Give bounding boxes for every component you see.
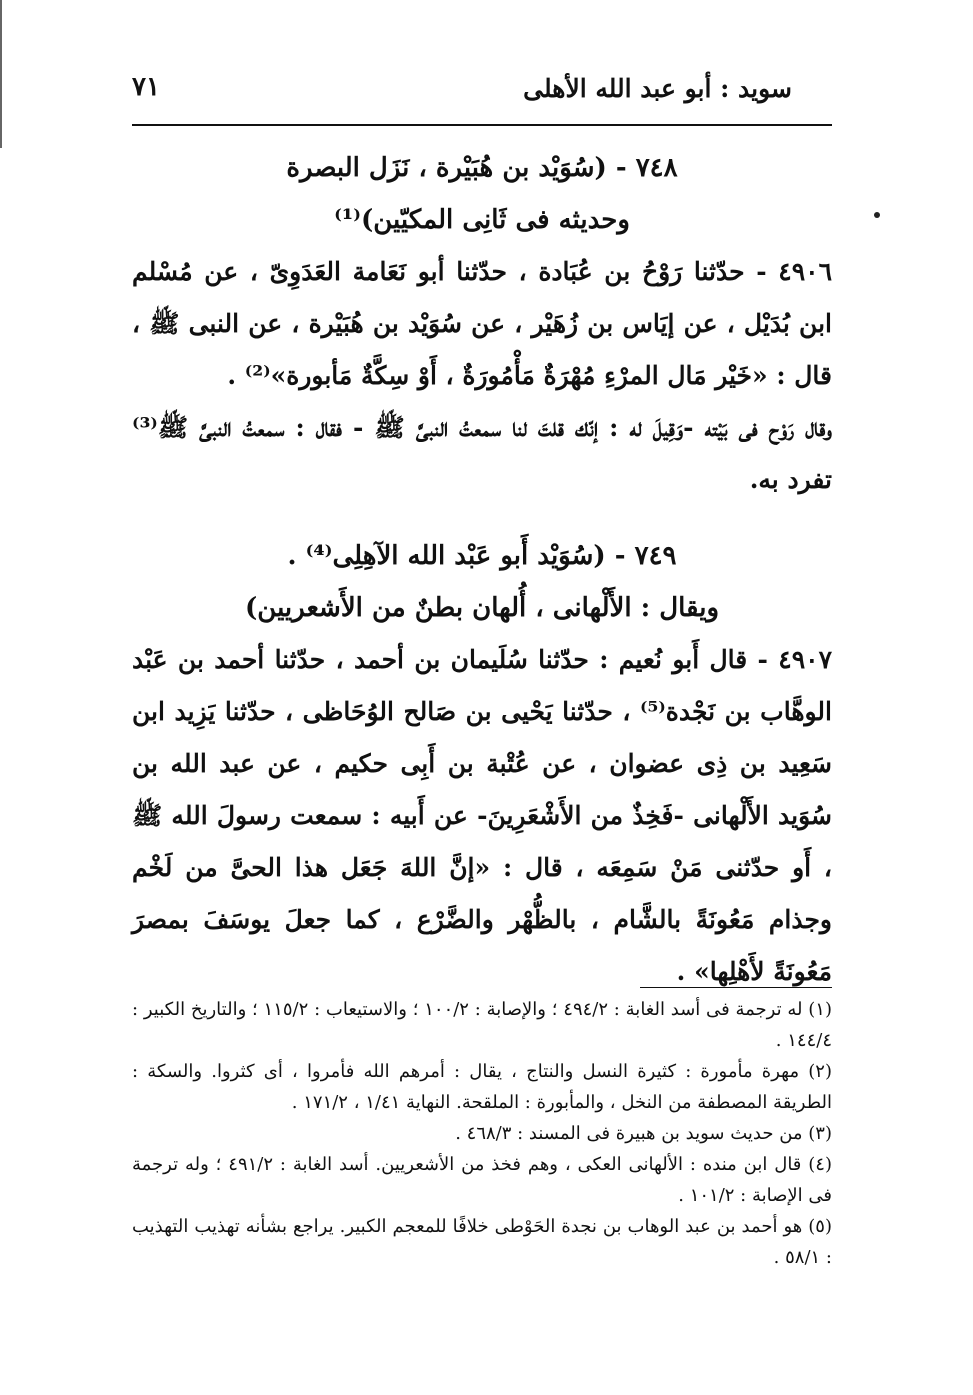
entry-subheading: وحديثه فى ثَانِى المكيّين)⁽¹⁾ bbox=[334, 205, 630, 235]
footnote: (١) له ترجمة فى أسد الغابة : ٤٩٤/٢ ؛ والإصابة : ١٠٠/٢ ؛ والاستيعاب : ١١٥/٢ ؛ والتاريخ الكبير : ١٤٤/٤ . bbox=[132, 999, 832, 1051]
header-rule bbox=[132, 124, 832, 126]
footnote: (٥) هو أحمد بن عبد الوهاب بن نجدة الحَوْطى خلافًا للمعجم الكبير. يراجع بشأنه تهذيب التهذيب : ٥٨/١ . bbox=[132, 1216, 832, 1268]
hadith-paragraph: ٤٩٠٧ - قال أَبو نُعيم : حدّثنا سُلَيمان بن أحمد ، حدّثنا أحمد بن عَبْد الوهَّاب بن نَجْدة⁽⁵⁾ ، حدّثنا يَحْيى بن صَالح الوُحَاظى ، حدّثنا يَزِيد ابن سَعِيد بن ذِى عضوان ، عن عُتْبة بن أَبِى حكيم ، عن عبد الله بن سُوَيد الأَلْهانى -فَخِذٌ من الأَشْعَرِينَ- عن أَبيه : سمعت رسولَ الله ﷺ ، أَو حدّثنى مَنْ سَمِعَه ، قال : «إنَّ اللهَ جَعَل هذا الحىَّ من لَخْم وجذام مَعُونَةً بالشَّام ، بالظُّهْر والضَّرْع ، كما جعلَ يوسَفَ بمصرَ مَعُونَةً لأَهْلِها» . bbox=[132, 645, 832, 986]
main-text bbox=[132, 142, 832, 998]
margin-dot bbox=[874, 212, 880, 218]
entry-748 bbox=[132, 142, 832, 506]
footnotes bbox=[132, 994, 832, 1273]
section-gap bbox=[132, 506, 832, 530]
entry-heading: ٧٤٨ - (سُوَيْد بن هُبَيْرة ، نَزَل البصرة bbox=[286, 153, 678, 183]
footnote-rule bbox=[640, 987, 832, 988]
footnote: (٣) من حديث سويد بن هبيرة فى المسند : ٤٦٨/٣ . bbox=[455, 1123, 832, 1144]
entry-subheading: ويقال : الأَلْهانى ، أُلهان بطنٌ من الأَشعريين) bbox=[244, 593, 720, 623]
binding-edge-line bbox=[0, 0, 2, 148]
footnote: (٤) قال ابن منده : الألهانى العكى ، وهم فخذ من الأشعريين. أسد الغابة : ٤٩١/٢ ؛ وله ترجمة فى الإصابة : ١٠١/٢ . bbox=[132, 1154, 832, 1206]
hadith-paragraph: ٤٩٠٦ - حدّثنا رَوْحُ بن عُبَادة ، حدّثنا أبو نَعَامة العَدَوِىّ ، عن مُسْلم ابن بُدَيْل ، عن إيَاس بن زُهَيْر ، عن سُوَيْد بن هُبَيْرة ، عن النبى ﷺ ، قال : «خَيْر مَال المرْءِ مُهْرَةٌ مَأْمُورَةٌ ، أَوْ سِكَّةٌ مَأبورة»⁽²⁾ . bbox=[132, 257, 832, 390]
running-header bbox=[132, 70, 832, 120]
hadith-paragraph: وقال رَوْح فى بَيْته -وَقِيلَ له : إنّك قلتَ لنا سمعتُ النبىَّ ﷺ - فقال : سمعتُ النبىَّ ﷺ⁽³⁾ تفرد به. bbox=[132, 413, 832, 494]
footnote: (٢) مهرة مأمورة : كثيرة النسل والنتاج ، يقال : أمرهم الله فأمروا ، أى كثروا. والسكة : الطريقة المصطفة من النخل ، والمأبورة : الملقحة. النهاية ١/٤١ ، ١٧١/٢ . bbox=[132, 1061, 832, 1113]
page-number: ٧١ bbox=[132, 72, 160, 102]
entry-heading: ٧٤٩ - (سُوَيْد أَبو عَبْد الله الآهِلِى⁽⁴⁾ . bbox=[287, 541, 677, 571]
entry-749 bbox=[132, 530, 832, 998]
running-header-title: سويد : أبو عبد الله الأهلى bbox=[523, 74, 792, 103]
